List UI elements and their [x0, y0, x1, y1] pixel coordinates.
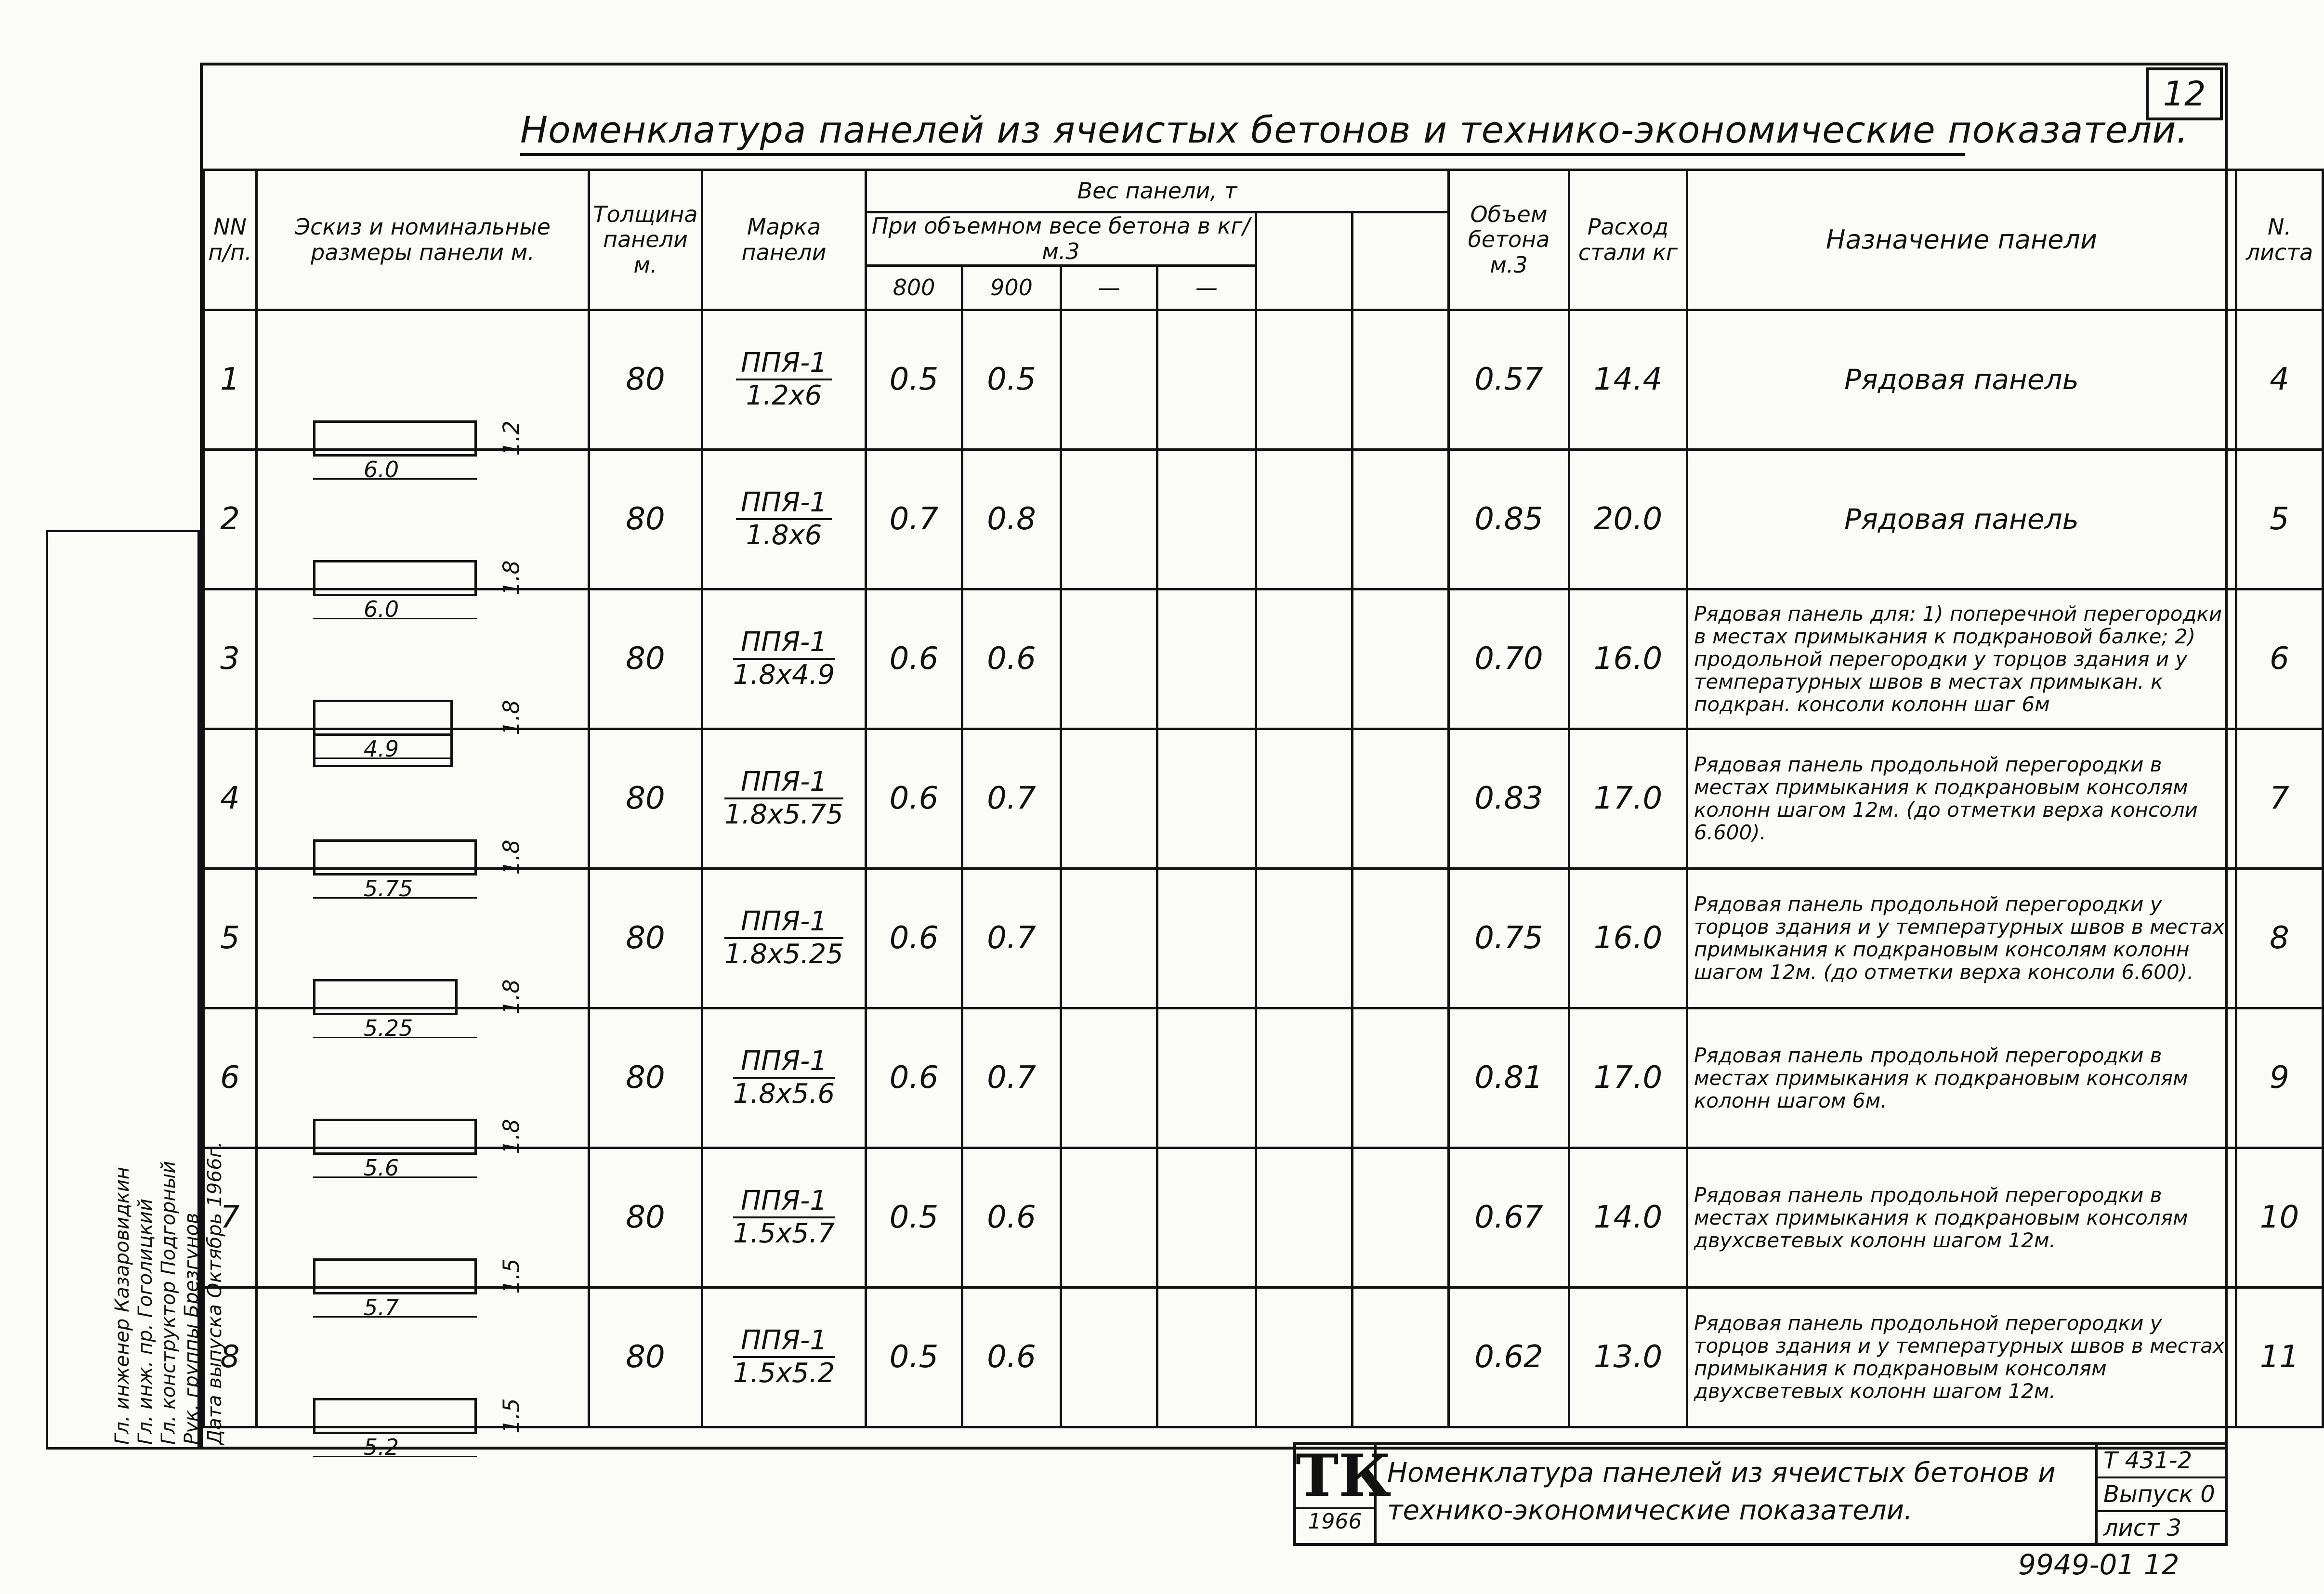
panel-mark	[702, 1148, 866, 1287]
header-density-4: —	[1157, 265, 1256, 310]
panel-sketch	[257, 1287, 589, 1461]
mark-bottom: 1.8x5.75	[724, 799, 843, 831]
panel-height: 1.8	[498, 560, 525, 596]
mark-top: ППЯ-1	[724, 906, 843, 939]
panel-sketch	[257, 589, 589, 762]
table-row	[204, 310, 2323, 449]
header-weight-sub: При объемном весе бетона в кг/м.3	[866, 212, 1256, 266]
panel-thickness: 80	[589, 310, 702, 449]
weight-900: 0.7	[962, 868, 1061, 1008]
panel-width: 5.7	[364, 1294, 399, 1321]
panel-width: 5.25	[364, 1015, 413, 1042]
weight-900: 0.6	[962, 1287, 1061, 1427]
weight-empty	[1157, 589, 1256, 729]
panel-thickness: 80	[589, 449, 702, 589]
header-mark: Марка панели	[702, 170, 866, 310]
stamp-issue: Выпуск 0	[2098, 1478, 2225, 1512]
row-number: 7	[204, 1148, 257, 1287]
weight-empty	[1352, 868, 1449, 1008]
panel-outline	[313, 1119, 477, 1155]
panel-width: 4.9	[364, 736, 399, 762]
panel-width: 5.75	[364, 875, 413, 902]
panel-purpose: Рядовая панель продольной перегородки в местах примыкания к подкрановым консолям колонн шагом 12м. (до отметки верха консоли 6.600).	[1687, 729, 2236, 868]
weight-900: 0.7	[962, 1008, 1061, 1148]
weight-800: 0.6	[866, 729, 962, 868]
weight-empty	[1061, 868, 1157, 1008]
panel-height: 1.8	[498, 700, 525, 735]
mark-top: ППЯ-1	[724, 767, 843, 799]
panel-sketch	[257, 310, 589, 483]
stamp-title: Номенклатура панелей из ячеистых бетонов и технико-экономические показатели.	[1387, 1457, 2056, 1527]
panel-mark	[702, 729, 866, 868]
concrete-volume: 0.62	[1449, 1287, 1569, 1427]
weight-empty	[1256, 449, 1352, 589]
table-row	[204, 1008, 2323, 1148]
mark-top: ППЯ-1	[733, 1046, 835, 1079]
weight-empty	[1061, 1287, 1157, 1427]
weight-empty	[1352, 449, 1449, 589]
sheet-ref: 9	[2236, 1008, 2323, 1148]
weight-empty	[1256, 1148, 1352, 1287]
weight-empty	[1157, 729, 1256, 868]
panel-sketch	[257, 1148, 589, 1321]
table-row	[204, 449, 2323, 589]
mark-top: ППЯ-1	[736, 348, 832, 380]
header-num: NN п/п.	[204, 170, 257, 310]
sheet-ref: 11	[2236, 1287, 2323, 1427]
header-sketch: Эскиз и номинальные размеры панели м.	[257, 170, 589, 310]
archive-number: 9949-01 12	[2018, 1548, 2180, 1581]
approval-line: Рук. группы Брезгунов	[181, 1213, 203, 1445]
weight-empty	[1157, 868, 1256, 1008]
concrete-volume: 0.85	[1449, 449, 1569, 589]
mark-top: ППЯ-1	[733, 627, 835, 660]
panel-outline	[313, 700, 453, 736]
weight-empty	[1157, 1287, 1256, 1427]
panel-width: 5.6	[364, 1155, 399, 1181]
approval-line: Гл. инженер Казаровидкин	[111, 1166, 133, 1445]
stamp-info	[2095, 1445, 2225, 1543]
steel-consumption: 17.0	[1569, 1008, 1687, 1148]
concrete-volume: 0.75	[1449, 868, 1569, 1008]
panel-outline	[313, 420, 477, 457]
mark-bottom: 1.8x4.9	[733, 659, 835, 691]
weight-800: 0.6	[866, 868, 962, 1008]
table-row	[204, 868, 2323, 1008]
tk-logo	[1296, 1442, 1392, 1543]
approval-text	[111, 1141, 226, 1445]
weight-empty	[1352, 589, 1449, 729]
panel-height: 1.8	[498, 839, 525, 875]
steel-consumption: 16.0	[1569, 868, 1687, 1008]
panel-width: 6.0	[364, 457, 399, 483]
panel-thickness: 80	[589, 589, 702, 729]
row-number: 6	[204, 1008, 257, 1148]
steel-consumption: 16.0	[1569, 589, 1687, 729]
table-row	[204, 589, 2323, 729]
panel-thickness: 80	[589, 729, 702, 868]
mark-bottom: 1.2x6	[746, 380, 822, 412]
weight-empty	[1256, 868, 1352, 1008]
panel-purpose: Рядовая панель	[1687, 310, 2236, 449]
weight-empty	[1256, 729, 1352, 868]
header-steel: Расход стали кг	[1569, 170, 1687, 310]
steel-consumption: 20.0	[1569, 449, 1687, 589]
tk-logo-text: ТК	[1296, 1442, 1392, 1510]
weight-900: 0.6	[962, 1148, 1061, 1287]
sheet-ref: 7	[2236, 729, 2323, 868]
sheet-ref: 10	[2236, 1148, 2323, 1287]
panel-thickness: 80	[589, 1148, 702, 1287]
panel-height: 1.5	[498, 1398, 525, 1434]
row-number: 5	[204, 868, 257, 1008]
weight-900: 0.6	[962, 589, 1061, 729]
weight-empty	[1157, 449, 1256, 589]
panel-purpose: Рядовая панель продольной перегородки у торцов здания и у температурных швов в местах примыкания к подкрановым консолям колонн шагом 12м. (до отметки верха консоли 6.600).	[1687, 868, 2236, 1008]
steel-consumption: 14.4	[1569, 310, 1687, 449]
steel-consumption: 14.0	[1569, 1148, 1687, 1287]
row-number: 8	[204, 1287, 257, 1427]
table-row	[204, 1148, 2323, 1287]
header-volume: Объем бетона м.3	[1449, 170, 1569, 310]
row-number: 2	[204, 449, 257, 589]
weight-empty	[1256, 1287, 1352, 1427]
mark-bottom: 1.5x5.2	[733, 1358, 835, 1389]
weight-empty	[1061, 589, 1157, 729]
weight-empty	[1061, 449, 1157, 589]
weight-empty	[1157, 310, 1256, 449]
row-number: 4	[204, 729, 257, 868]
panel-outline	[313, 979, 458, 1015]
panel-purpose: Рядовая панель продольной перегородки в местах примыкания к подкрановым консолям двухсветевых колонн шагом 12м.	[1687, 1148, 2236, 1287]
sheet-ref: 5	[2236, 449, 2323, 589]
sheet-number: 12	[2146, 67, 2223, 120]
panel-width: 5.2	[364, 1434, 399, 1461]
approval-line: Гл. конструктор Подгорный	[158, 1161, 180, 1445]
header-weight-group: Вес панели, т	[866, 170, 1449, 212]
mark-top: ППЯ-1	[736, 487, 832, 520]
mark-bottom: 1.5x5.7	[733, 1218, 835, 1250]
approval-line: Дата выпуска Октябрь 1966г.	[204, 1141, 226, 1445]
weight-empty	[1157, 1008, 1256, 1148]
sheet-ref: 4	[2236, 310, 2323, 449]
panel-sketch	[257, 449, 589, 623]
stamp-series: Т 431-2	[2098, 1445, 2225, 1478]
panel-thickness: 80	[589, 868, 702, 1008]
weight-empty	[1352, 310, 1449, 449]
weight-empty	[1061, 310, 1157, 449]
panel-purpose: Рядовая панель	[1687, 449, 2236, 589]
panel-mark	[702, 868, 866, 1008]
panel-width: 6.0	[364, 596, 399, 623]
weight-empty	[1352, 1287, 1449, 1427]
mark-bottom: 1.8x6	[746, 520, 822, 551]
weight-empty	[1061, 1008, 1157, 1148]
weight-empty	[1256, 1008, 1352, 1148]
panel-sketch	[257, 1008, 589, 1181]
sheet-ref: 8	[2236, 868, 2323, 1008]
concrete-volume: 0.70	[1449, 589, 1569, 729]
header-density-900: 900	[962, 265, 1061, 310]
panel-height: 1.8	[498, 979, 525, 1015]
weight-empty	[1352, 1148, 1449, 1287]
panel-sketch	[257, 868, 589, 1042]
stamp-year: 1966	[1296, 1507, 1374, 1534]
panel-outline	[313, 1398, 477, 1434]
weight-800: 0.5	[866, 1148, 962, 1287]
header-sheet: N. листа	[2236, 170, 2323, 310]
panel-purpose: Рядовая панель продольной перегородки в местах примыкания к подкрановым консолям колонн шагом 6м.	[1687, 1008, 2236, 1148]
weight-empty	[1256, 589, 1352, 729]
panel-outline	[313, 560, 477, 596]
header-purpose: Назначение панели	[1687, 170, 2236, 310]
header-density-3: —	[1061, 265, 1157, 310]
mark-top: ППЯ-1	[733, 1186, 835, 1218]
panel-height: 1.5	[498, 1258, 525, 1294]
weight-800: 0.6	[866, 589, 962, 729]
panel-mark	[702, 310, 866, 449]
row-number: 1	[204, 310, 257, 449]
concrete-volume: 0.81	[1449, 1008, 1569, 1148]
approval-line: Гл. инж. пр. Гоголицкий	[134, 1198, 157, 1445]
weight-empty	[1256, 310, 1352, 449]
concrete-volume: 0.57	[1449, 310, 1569, 449]
row-number: 3	[204, 589, 257, 729]
panel-purpose: Рядовая панель для: 1) поперечной перегородки в местах примыкания к подкрановой балке; 2) продольной перегородки у торцов здания и у температурных швов в местах примыкан. к подкран. консоли колонн шаг 6м	[1687, 589, 2236, 729]
panel-mark	[702, 1008, 866, 1148]
panel-purpose: Рядовая панель продольной перегородки у торцов здания и у температурных швов в местах примыкания к подкрановым консолям двухсветевых колонн шагом 12м.	[1687, 1287, 2236, 1427]
panel-outline	[313, 1258, 477, 1294]
header-density-800: 800	[866, 265, 962, 310]
panel-mark	[702, 449, 866, 589]
table-row	[204, 1287, 2323, 1427]
weight-800: 0.7	[866, 449, 962, 589]
weight-800: 0.6	[866, 1008, 962, 1148]
panel-outline	[313, 839, 477, 875]
weight-900: 0.7	[962, 729, 1061, 868]
weight-900: 0.8	[962, 449, 1061, 589]
weight-empty	[1352, 729, 1449, 868]
panel-height: 1.8	[498, 1119, 525, 1154]
page-title: Номенклатура панелей из ячеистых бетонов и технико-экономические показатели.	[520, 108, 1965, 156]
panel-thickness: 80	[589, 1287, 702, 1427]
sheet-ref: 6	[2236, 589, 2323, 729]
panel-thickness: 80	[589, 1008, 702, 1148]
weight-empty	[1352, 1008, 1449, 1148]
mark-top: ППЯ-1	[733, 1325, 835, 1358]
stamp-sheet: лист 3	[2103, 1515, 2182, 1542]
header-thickness: Толщина панели м.	[589, 170, 702, 310]
weight-800: 0.5	[866, 1287, 962, 1427]
panel-height: 1.2	[498, 420, 525, 456]
steel-consumption: 17.0	[1569, 729, 1687, 868]
weight-900: 0.5	[962, 310, 1061, 449]
table-row	[204, 729, 2323, 868]
header-empty-a	[1256, 212, 1352, 310]
header-empty-b	[1352, 212, 1449, 310]
concrete-volume: 0.67	[1449, 1148, 1569, 1287]
weight-800: 0.5	[866, 310, 962, 449]
mark-bottom: 1.8x5.25	[724, 939, 843, 970]
steel-consumption: 13.0	[1569, 1287, 1687, 1427]
panel-mark	[702, 1287, 866, 1427]
weight-empty	[1157, 1148, 1256, 1287]
weight-empty	[1061, 729, 1157, 868]
weight-empty	[1061, 1148, 1157, 1287]
mark-bottom: 1.8x5.6	[733, 1078, 835, 1110]
concrete-volume: 0.83	[1449, 729, 1569, 868]
panel-mark	[702, 589, 866, 729]
